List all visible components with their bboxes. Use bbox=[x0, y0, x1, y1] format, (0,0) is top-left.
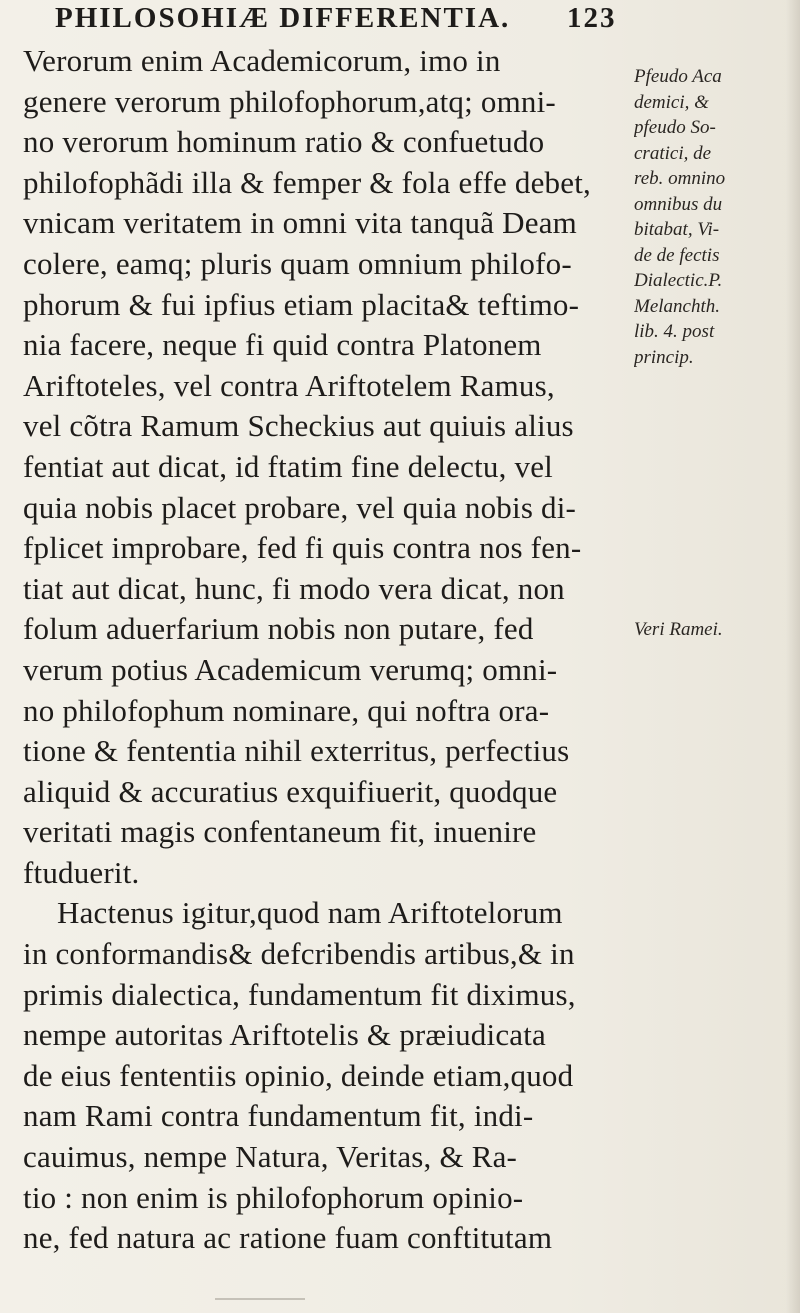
text-line: fentiat aut dicat, id ftatim fine delectu, vel bbox=[23, 448, 553, 484]
margin-note-line: pfeudo So- bbox=[634, 117, 716, 138]
text-line: de eius fententiis opinio, deinde etiam,quod bbox=[23, 1057, 574, 1093]
margin-note-line: de de fectis bbox=[634, 244, 720, 266]
margin-note-line: demici, & bbox=[634, 91, 709, 113]
text-line: philofophãdi illa & femper & fola effe debet, bbox=[23, 164, 591, 200]
text-line: verum potius Academicum verumq; omni- bbox=[23, 651, 558, 687]
body-text bbox=[23, 41, 628, 1259]
text-line: tiat aut dicat, hunc, fi modo vera dicat, non bbox=[23, 570, 565, 606]
margin-note-line: Veri Ramei. bbox=[634, 619, 723, 640]
margin-note-pseudo-academici bbox=[634, 64, 794, 370]
text-line: cauimus, nempe Natura, Veritas, & Ra- bbox=[23, 1139, 518, 1175]
text-line: Hactenus igitur,quod nam Ariftotelorum bbox=[57, 895, 563, 931]
text-line: nam Rami contra fundamentum fit, indi- bbox=[23, 1098, 534, 1134]
text-line: quia nobis placet probare, vel quia nobis di- bbox=[23, 489, 577, 525]
text-line: colere, eamq; pluris quam omnium philofo- bbox=[23, 245, 572, 281]
margin-note-line: Melanchth. bbox=[634, 295, 721, 317]
text-line: nia facere, neque fi quid contra Platonem bbox=[23, 327, 542, 363]
text-line: primis dialectica, fundamentum fit diximus, bbox=[23, 976, 576, 1012]
text-line: veritati magis confentaneum fit, inuenire bbox=[23, 814, 537, 850]
text-line: vnicam veritatem in omni vita tanquã Deam bbox=[23, 205, 577, 241]
margin-note-veri-ramei bbox=[634, 617, 794, 643]
text-line: no verorum hominum ratio & confuetudo bbox=[23, 124, 545, 160]
margin-note-line: bitabat, Vi- bbox=[634, 219, 720, 240]
text-line: fplicet improbare, fed fi quis contra nos fen- bbox=[23, 530, 582, 566]
text-line: Verorum enim Academicorum, imo in bbox=[23, 43, 501, 78]
page-header bbox=[55, 2, 755, 46]
margin-note-line: princip. bbox=[634, 346, 694, 368]
margin-note-line: cratici, de bbox=[634, 142, 712, 164]
text-line: tio : non enim is philofophorum opinio- bbox=[23, 1179, 524, 1215]
text-line: Ariftoteles, vel contra Ariftotelem Ramus, bbox=[23, 367, 555, 403]
text-line: ftuduerit. bbox=[23, 854, 140, 890]
page-number: 123 bbox=[567, 2, 617, 34]
text-line: tione & fententia nihil exterritus, perfectius bbox=[23, 733, 570, 769]
margin-note-line: reb. omnino bbox=[634, 168, 726, 189]
text-line: aliquid & accuratius exquifiuerit, quodque bbox=[23, 773, 558, 809]
margin-note-line: Pfeudo Aca bbox=[634, 66, 722, 87]
text-line: genere verorum philofophorum,atq; omni- bbox=[23, 83, 556, 119]
text-line: nempe autoritas Ariftotelis & præiudicata bbox=[23, 1017, 547, 1053]
margin-note-line: lib. 4. post bbox=[634, 321, 715, 342]
text-line: vel cõtra Ramum Scheckius aut quiuis alius bbox=[23, 408, 574, 444]
text-line: in conformandis& defcribendis artibus,& in bbox=[23, 936, 575, 972]
text-line: phorum & fui ipfius etiam placita& teftimo- bbox=[23, 286, 580, 322]
margin-note-line: Dialectic.P. bbox=[634, 270, 723, 291]
text-line: ne, fed natura ac ratione fuam conftitutam bbox=[23, 1220, 553, 1256]
text-line: no philofophum nominare, qui noftra ora- bbox=[23, 692, 550, 728]
margin-note-line: omnibus du bbox=[634, 193, 723, 215]
text-line: folum aduerfarium nobis non putare, fed bbox=[23, 611, 534, 647]
running-title: PHILOSOHIÆ DIFFERENTIA. bbox=[55, 2, 511, 34]
ink-smudge bbox=[215, 1298, 305, 1300]
